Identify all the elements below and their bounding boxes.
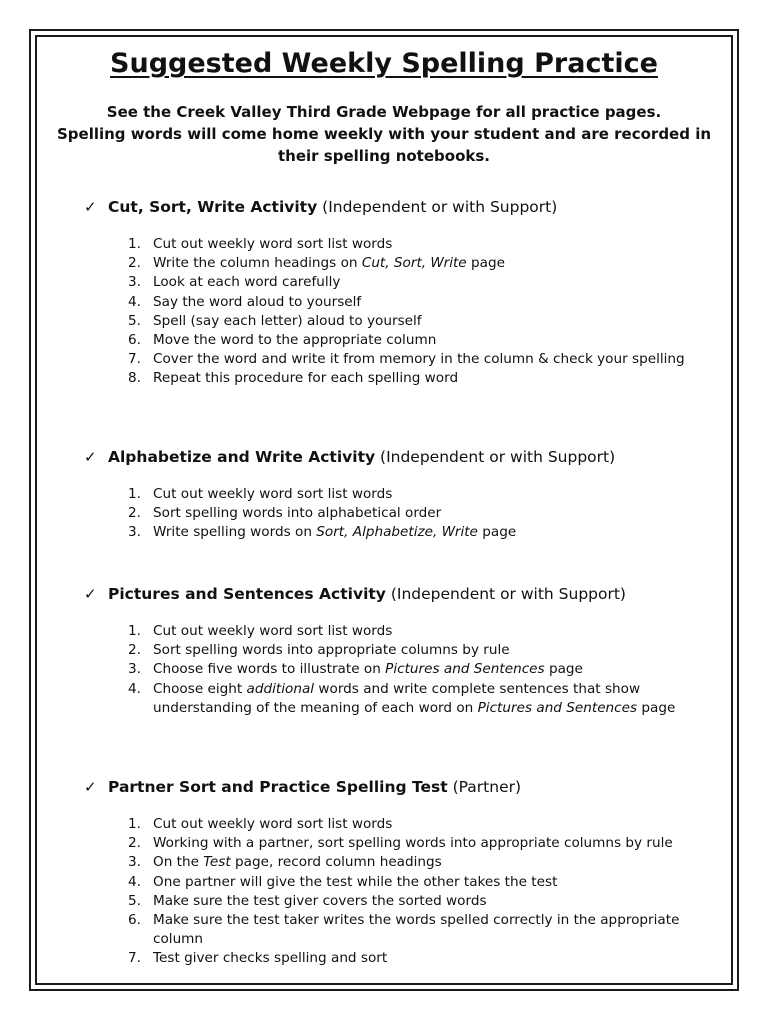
list-item <box>40 504 728 523</box>
step-text-emphasis: Sort, Alphabetize, Write <box>316 524 478 541</box>
intro-line-notebooks: Spelling words will come home weekly with your student and are recorded in their spelling notebooks. <box>56 125 712 165</box>
section-title: Partner Sort and Practice Spelling Test <box>108 778 448 796</box>
step-text: Write spelling words on <box>153 524 317 541</box>
steps-list <box>40 235 728 389</box>
list-item <box>40 949 728 968</box>
section-heading <box>40 776 728 798</box>
step-number: 8. <box>128 370 141 387</box>
step-text: Look at each word carefully <box>153 274 341 291</box>
step-text: page <box>466 255 505 272</box>
step-text: Test giver checks spelling and sort <box>153 950 388 967</box>
step-number: 5. <box>128 312 141 329</box>
step-number: 1. <box>128 623 141 639</box>
list-item <box>40 254 728 273</box>
section-partner-sort-test <box>40 776 728 969</box>
step-number: 2. <box>128 642 141 659</box>
step-text: Working with a partner, sort spelling words into appropriate columns by rule <box>153 835 673 852</box>
step-text-emphasis: Test <box>203 854 231 871</box>
step-text: Make sure the test taker writes the words spelled correctly in the appropriate column <box>153 912 680 948</box>
section-heading <box>40 583 728 605</box>
step-text: page, record column headings <box>230 854 442 871</box>
list-item <box>40 273 728 292</box>
section-mode: (Partner) <box>452 778 522 796</box>
list-item <box>40 660 728 679</box>
checkmark-icon: ✓ <box>84 448 97 466</box>
section-title: Cut, Sort, Write Activity <box>108 198 318 216</box>
checkmark-icon: ✓ <box>84 585 97 603</box>
step-number: 5. <box>128 892 141 909</box>
list-item <box>40 815 728 834</box>
step-text-emphasis: additional <box>246 680 315 697</box>
page-title: Suggested Weekly Spelling Practice <box>110 48 658 79</box>
list-item <box>40 350 728 369</box>
checkmark-icon: ✓ <box>84 198 97 216</box>
section-heading <box>40 446 728 468</box>
intro-text <box>40 101 728 167</box>
step-text: Cut out weekly word sort list words <box>153 486 393 502</box>
list-item <box>40 873 728 892</box>
section-alphabetize-write <box>40 446 728 543</box>
step-number: 1. <box>128 236 141 252</box>
section-mode: (Independent or with Support) <box>390 585 626 603</box>
steps-list <box>40 622 728 718</box>
step-text: page <box>477 524 517 541</box>
step-text: Sort spelling words into appropriate columns by rule <box>153 642 510 659</box>
step-number: 6. <box>128 332 141 349</box>
step-number: 3. <box>128 854 141 871</box>
step-text: Move the word to the appropriate column <box>153 332 437 349</box>
step-text: Repeat this procedure for each spelling word <box>153 370 459 387</box>
checkmark-icon: ✓ <box>84 778 97 796</box>
step-number: 4. <box>128 680 141 697</box>
list-item <box>40 622 728 641</box>
list-item <box>40 911 728 949</box>
step-text: Say the word aloud to yourself <box>153 293 362 310</box>
section-pictures-sentences <box>40 583 728 718</box>
step-number: 2. <box>128 255 141 272</box>
list-item <box>40 331 728 350</box>
step-text: One partner will give the test while the other takes the test <box>153 873 558 890</box>
step-text: Write the column headings on <box>153 255 362 272</box>
list-item <box>40 834 728 853</box>
list-item <box>40 293 728 312</box>
steps-list <box>40 485 728 543</box>
step-number: 1. <box>128 816 141 832</box>
document-content <box>40 48 728 167</box>
step-text-emphasis: Pictures and Sentences <box>477 699 638 716</box>
list-item <box>40 892 728 911</box>
step-text: Choose five words to illustrate on <box>153 661 386 678</box>
list-item <box>40 641 728 660</box>
step-number: 3. <box>128 661 141 678</box>
intro-line-webpage: See the Creek Valley Third Grade Webpage for all practice pages. <box>106 103 662 121</box>
step-text: Sort spelling words into alphabetical order <box>153 505 442 522</box>
step-text: Cut out weekly word sort list words <box>153 236 393 252</box>
section-title: Pictures and Sentences Activity <box>108 585 386 603</box>
step-number: 1. <box>128 486 141 502</box>
step-number: 3. <box>128 524 141 541</box>
step-text: On the <box>153 854 204 871</box>
list-item <box>40 680 728 718</box>
steps-list <box>40 815 728 969</box>
step-text: Cut out weekly word sort list words <box>153 623 393 639</box>
step-number: 2. <box>128 835 141 852</box>
section-mode: (Independent or with Support) <box>322 198 558 216</box>
step-number: 3. <box>128 274 141 291</box>
step-text: Spell (say each letter) aloud to yourself <box>153 312 422 329</box>
list-item <box>40 523 728 542</box>
section-cut-sort-write <box>40 196 728 389</box>
step-text: words and write complete sentences that show understanding of the meaning of each word on <box>153 680 641 716</box>
step-text: Cut out weekly word sort list words <box>153 816 393 832</box>
list-item <box>40 312 728 331</box>
list-item <box>40 235 728 254</box>
section-title: Alphabetize and Write Activity <box>108 448 376 466</box>
section-mode: (Independent or with Support) <box>380 448 616 466</box>
step-text: Make sure the test giver covers the sorted words <box>153 892 487 909</box>
step-text-emphasis: Pictures and Sentences <box>385 661 545 678</box>
step-number: 7. <box>128 950 141 967</box>
step-number: 2. <box>128 505 141 522</box>
step-text: page <box>637 699 676 716</box>
step-text: Cover the word and write it from memory in the column & check your spelling <box>153 351 685 368</box>
section-heading <box>40 196 728 218</box>
step-number: 6. <box>128 912 141 929</box>
step-text: Choose eight <box>153 680 247 697</box>
step-number: 7. <box>128 351 141 368</box>
step-text: page <box>544 661 583 678</box>
list-item <box>40 369 728 388</box>
list-item <box>40 853 728 872</box>
step-text-emphasis: Cut, Sort, Write <box>361 255 467 272</box>
list-item <box>40 485 728 504</box>
step-number: 4. <box>128 873 141 890</box>
step-number: 4. <box>128 293 141 310</box>
